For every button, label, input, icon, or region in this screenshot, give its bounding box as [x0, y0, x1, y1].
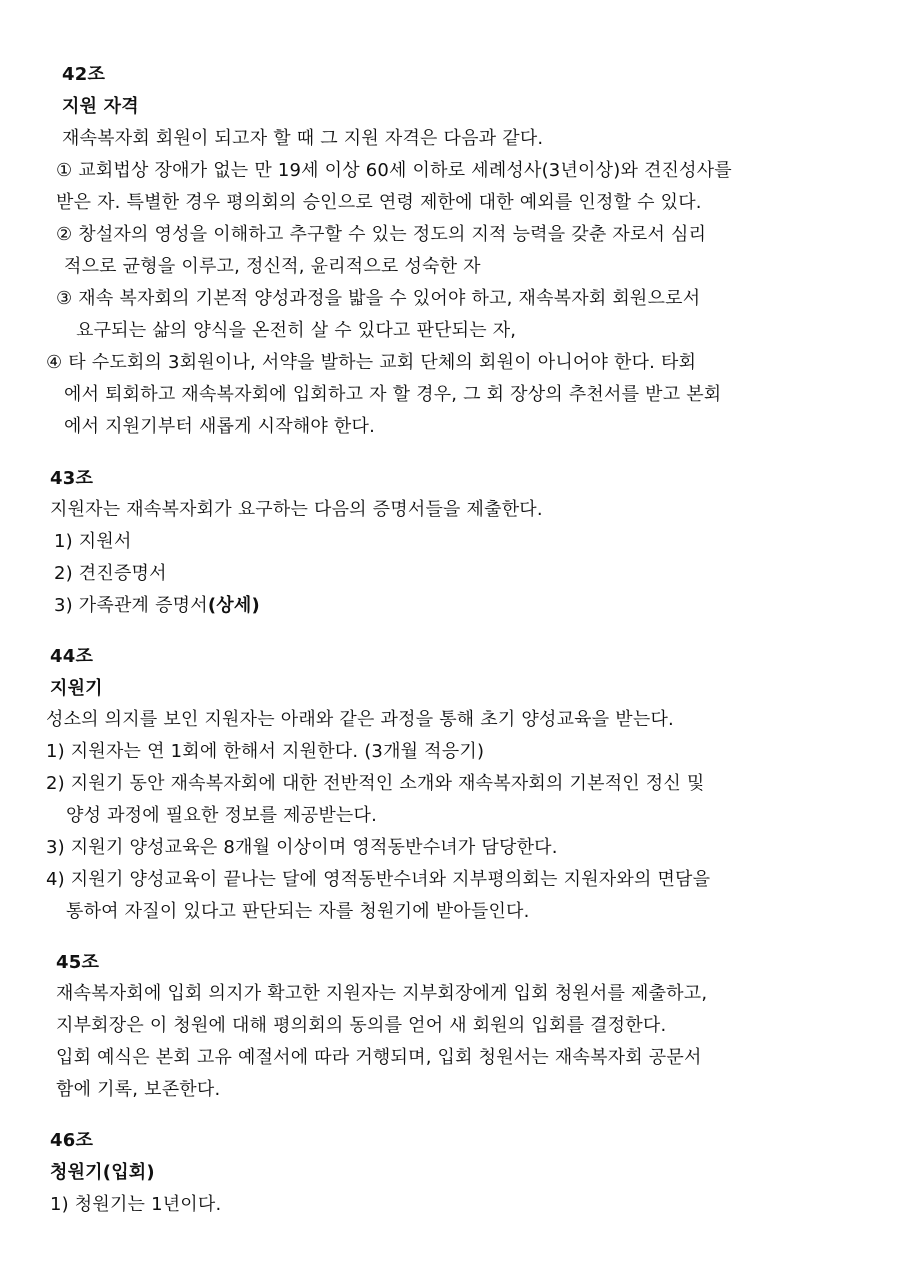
article-42-intro: 재속복자회 회원이 되고자 할 때 그 지원 자격은 다음과 같다.: [62, 128, 544, 149]
article-44-item-4-line-1: 4) 지원기 양성교육이 끝나는 달에 영적동반수녀와 지부평의회는 지원자와의 면담을: [46, 869, 711, 890]
article-42-item-1-line-1: ① 교회법상 장애가 없는 만 19세 이상 60세 이하로 세례성사(3년이상)와 견진성사를: [56, 160, 732, 181]
article-46-number: 46조: [50, 1130, 94, 1151]
article-42-item-3-line-2: 요구되는 삶의 양식을 온전히 살 수 있다고 판단되는 자,: [76, 320, 517, 341]
article-44-intro: 성소의 의지를 보인 지원자는 아래와 같은 과정을 통해 초기 양성교육을 받는다.: [46, 709, 674, 730]
article-44-title: 지원기: [50, 678, 103, 699]
article-44-item-4-line-2: 통하여 자질이 있다고 판단되는 자를 청원기에 받아들인다.: [66, 901, 530, 922]
article-44-item-2-line-1: 2) 지원기 동안 재속복자회에 대한 전반적인 소개와 재속복자회의 기본적인 정신 및: [46, 773, 705, 794]
article-42-item-1-line-2: 받은 자. 특별한 경우 평의회의 승인으로 연령 제한에 대한 예외를 인정할 수 있다.: [56, 192, 702, 213]
article-42-number: 42조: [62, 64, 106, 85]
article-42-item-2-line-2: 적으로 균형을 이루고, 정신적, 윤리적으로 성숙한 자: [64, 256, 481, 277]
article-43-intro: 지원자는 재속복자회가 요구하는 다음의 증명서들을 제출한다.: [50, 499, 543, 520]
article-46-item-1: 1) 청원기는 1년이다.: [50, 1194, 222, 1215]
article-45-line-3: 입회 예식은 본회 고유 예절서에 따라 거행되며, 입회 청원서는 재속복자회 공문서: [56, 1047, 702, 1068]
article-42-title: 지원 자격: [62, 96, 139, 117]
article-45-number: 45조: [56, 952, 100, 973]
article-44-item-3: 3) 지원기 양성교육은 8개월 이상이며 영적동반수녀가 담당한다.: [46, 837, 558, 858]
article-43-item-3-detail: (상세): [207, 595, 260, 616]
article-43-item-3-text: 3) 가족관계 증명서: [54, 595, 208, 616]
article-42-item-2-line-1: ② 창설자의 영성을 이해하고 추구할 수 있는 정도의 지적 능력을 갖춘 자로서 심리: [56, 224, 707, 245]
article-44-item-1: 1) 지원자는 연 1회에 한해서 지원한다. (3개월 적응기): [46, 741, 485, 762]
article-45-line-1: 재속복자회에 입회 의지가 확고한 지원자는 지부회장에게 입회 청원서를 제출하고,: [56, 983, 708, 1004]
article-43-number: 43조: [50, 468, 94, 489]
article-42-item-3-line-1: ③ 재속 복자회의 기본적 양성과정을 밟을 수 있어야 하고, 재속복자회 회원으로서: [56, 288, 701, 309]
article-43-item-3: [54, 595, 260, 617]
article-43-item-2: 2) 견진증명서: [54, 563, 167, 584]
article-42-item-4-line-2: 에서 퇴회하고 재속복자회에 입회하고 자 할 경우, 그 회 장상의 추천서를 받고 본회: [64, 384, 722, 405]
article-42-item-4-line-1: ④ 타 수도회의 3회원이나, 서약을 발하는 교회 단체의 회원이 아니어야 한다. 타회: [46, 352, 697, 373]
article-46-title: 청원기(입회): [50, 1162, 155, 1183]
article-45-line-4: 함에 기록, 보존한다.: [56, 1079, 221, 1100]
article-43-item-1: 1) 지원서: [54, 531, 132, 552]
article-44-number: 44조: [50, 646, 94, 667]
article-44-item-2-line-2: 양성 과정에 필요한 정보를 제공받는다.: [66, 805, 378, 826]
article-42-item-4-line-3: 에서 지원기부터 새롭게 시작해야 한다.: [64, 416, 376, 437]
article-45-line-2: 지부회장은 이 청원에 대해 평의회의 동의를 얻어 새 회원의 입회를 결정한다.: [56, 1015, 667, 1036]
